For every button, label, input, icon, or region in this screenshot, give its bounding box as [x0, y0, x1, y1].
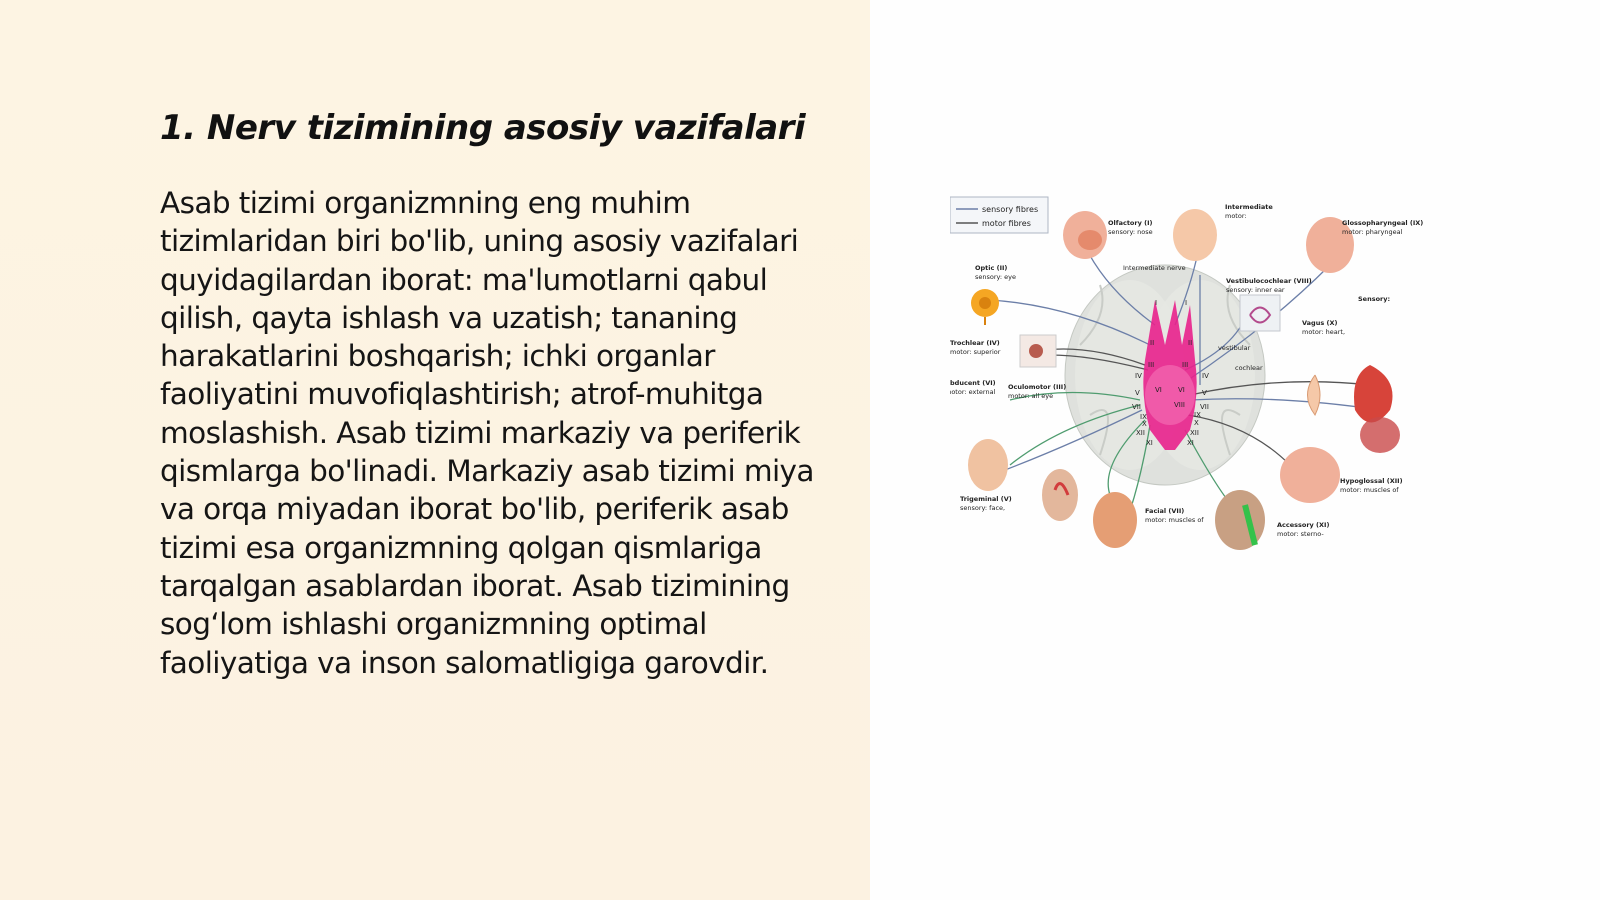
numeral-label: III	[1148, 361, 1155, 369]
slide-title: 1. Nerv tizimining asosiy vazifalari	[160, 108, 806, 148]
facial-desc: motor: muscles of	[1145, 516, 1204, 524]
glossopharyngeal-desc: motor: pharyngeal	[1342, 228, 1403, 236]
numeral-label: VIII	[1174, 401, 1185, 409]
vagus-label: Vagus (X)	[1302, 319, 1338, 327]
optic-desc: sensory: eye	[975, 273, 1017, 281]
cochlear-label: cochlear	[1235, 364, 1263, 372]
accessory-desc: motor: sterno-	[1277, 530, 1324, 538]
facial-label: Facial (VII)	[1145, 507, 1185, 515]
cranial-nerves-diagram	[950, 195, 1450, 575]
cranial-nerve-stem	[1143, 300, 1196, 450]
abducent-desc: motor: external	[950, 388, 996, 396]
numeral-label: III	[1182, 361, 1189, 369]
olfactory-label: Olfactory (I)	[1108, 219, 1153, 227]
numeral-label: X	[1142, 420, 1147, 428]
numeral-label: XI	[1187, 439, 1194, 447]
numeral-label: IX	[1194, 411, 1201, 419]
legend-sensory-label: sensory fibres	[982, 205, 1039, 214]
diagram-legend	[950, 197, 1048, 233]
numeral-label: IV	[1135, 372, 1142, 380]
abducent-label: Abducent (VI)	[950, 379, 996, 387]
numeral-label: VI	[1155, 386, 1162, 394]
numeral-label: VII	[1132, 403, 1141, 411]
trochlear-desc: motor: superior	[950, 348, 1001, 356]
numeral-label: IV	[1202, 372, 1209, 380]
olfactory-desc: sensory: nose	[1108, 228, 1153, 236]
intermediate-desc: motor:	[1225, 212, 1247, 220]
numeral-label: V	[1135, 389, 1140, 397]
trigeminal-label: Trigeminal (V)	[960, 495, 1012, 503]
vagus-desc: motor: heart,	[1302, 328, 1346, 336]
numeral-label: V	[1202, 389, 1207, 397]
hypoglossal-desc: motor: muscles of	[1340, 486, 1399, 494]
oculomotor-desc: motor: all eye	[1008, 392, 1054, 400]
sensory-label: Sensory:	[1358, 295, 1391, 303]
intermediate-nerve-label: Intermediate nerve	[1123, 264, 1186, 272]
slide-body-text: Asab tizimi organizmning eng muhim tizimlaridan biri bo'lib, uning asosiy vazifalari quyidagilardan iborat: ma'lumotlarni qabul qilish, qayta ishlash va uzatish; tananing harakatlarini boshqarish; ichki organlar faoliyatini muvofiqlashtirish; atrof-muhitga moslashish. Asab tizimi markaziy va periferik qismlarga bo'linadi. Markaziy asab tizimi miya va orqa miyadan iborat bo'lib, periferik asab tizimi esa organizmning qolgan qismlariga tarqalgan asablardan iborat. Asab tizimining sogʻlom ishlashi organizmning optimal faoliyatiga va inson salomatligiga garovdir.	[160, 186, 814, 680]
numeral-label: I	[1155, 299, 1158, 307]
vestibular-label: vestibular	[1218, 344, 1251, 352]
glossopharyngeal-label: Glossopharyngeal (IX)	[1342, 219, 1424, 227]
numeral-label: X	[1194, 419, 1199, 427]
trochlear-label: Trochlear (IV)	[950, 339, 1000, 347]
numeral-label: II	[1150, 339, 1155, 347]
oculomotor-label: Oculomotor (III)	[1008, 383, 1067, 391]
numeral-label: XI	[1146, 439, 1153, 447]
trigeminal-desc: sensory: face,	[960, 504, 1006, 512]
numeral-label: I	[1185, 299, 1188, 307]
vestibulocochlear-desc: sensory: inner ear	[1226, 286, 1285, 294]
optic-label: Optic (II)	[975, 264, 1008, 272]
numeral-label: XII	[1190, 429, 1199, 437]
intermediate-label: Intermediate	[1225, 203, 1273, 211]
numeral-label: II	[1188, 339, 1193, 347]
hypoglossal-label: Hypoglossal (XII)	[1340, 477, 1403, 485]
vestibulocochlear-label: Vestibulocochlear (VIII)	[1226, 277, 1312, 285]
numeral-label: XII	[1136, 429, 1145, 437]
numeral-label: VII	[1200, 403, 1209, 411]
numeral-label: IX	[1140, 413, 1147, 421]
accessory-label: Accessory (XI)	[1277, 521, 1330, 529]
legend-motor-label: motor fibres	[982, 219, 1031, 228]
numeral-label: VI	[1178, 386, 1185, 394]
